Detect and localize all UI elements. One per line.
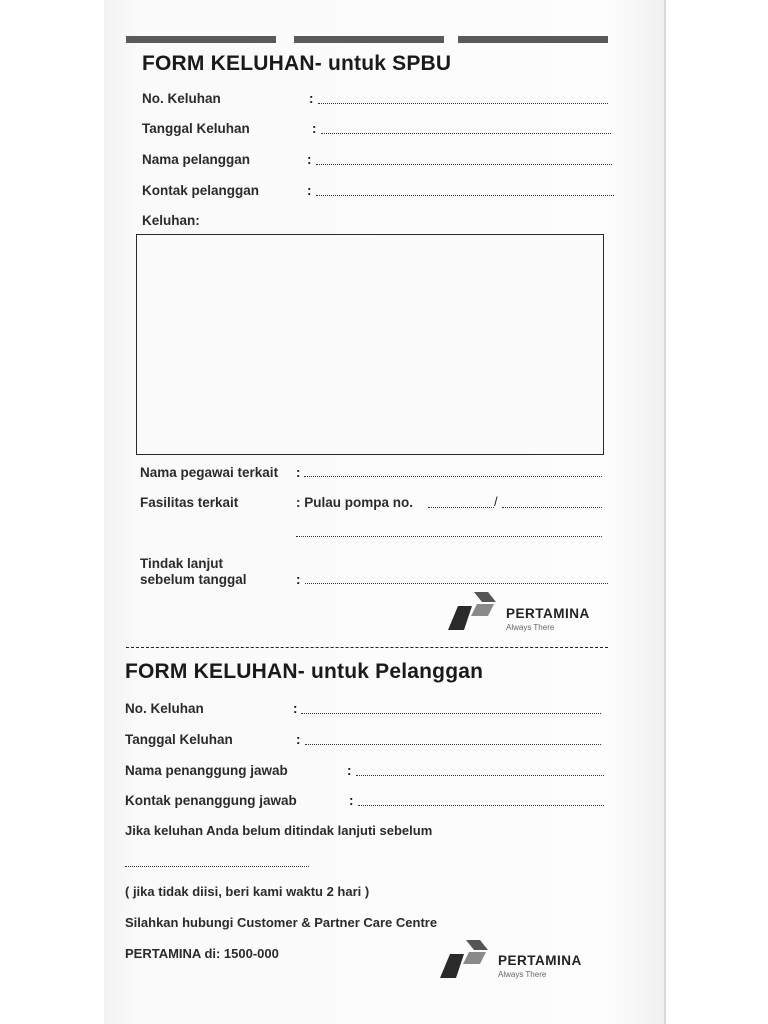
label-no-keluhan: No. Keluhan (125, 701, 204, 716)
colon: : (307, 183, 312, 198)
pertamina-logo (444, 590, 590, 637)
slash: / (494, 494, 498, 509)
label-tindak-lanjut: Tindak lanjut (140, 556, 224, 571)
colon: : (349, 793, 354, 808)
pertamina-emblem-icon (444, 590, 502, 632)
pulau-pompa-field[interactable] (428, 507, 494, 508)
logo-name: PERTAMINA (506, 606, 590, 621)
nama-pelanggan-field[interactable] (316, 164, 612, 165)
label-keluhan: Keluhan: (142, 213, 200, 228)
pelanggan-form-title: FORM KELUHAN- untuk Pelanggan (125, 660, 484, 683)
fasilitas-extra-field[interactable] (296, 536, 602, 537)
label-no-keluhan: No. Keluhan (142, 91, 221, 106)
spbu-form-title: FORM KELUHAN- untuk SPBU (142, 52, 452, 75)
label-fasilitas: Fasilitas terkait (140, 495, 239, 510)
no-keluhan-field[interactable] (318, 103, 608, 104)
keluhan-textbox[interactable] (136, 234, 604, 455)
tanggal-keluhan-field[interactable] (321, 133, 611, 134)
default-wait-note: ( jika tidak diisi, beri kami waktu 2 hari ) (125, 884, 370, 899)
pertamina-emblem-icon (436, 938, 494, 980)
kontak-penanggung-field[interactable] (358, 805, 604, 806)
nama-penanggung-field[interactable] (356, 775, 604, 776)
followup-text: Jika keluhan Anda belum ditindak lanjuti sebelum (125, 823, 433, 838)
label-tanggal-keluhan: Tanggal Keluhan (125, 732, 233, 747)
pertamina-logo (436, 938, 582, 985)
label-tanggal-keluhan: Tanggal Keluhan (142, 121, 250, 136)
header-bar (294, 36, 444, 43)
label-kontak-penanggung: Kontak penanggung jawab (125, 793, 297, 808)
contact-line-2: PERTAMINA di: 1500-000 (125, 946, 279, 961)
colon: : (347, 763, 352, 778)
logo-name: PERTAMINA (498, 953, 582, 968)
tindak-lanjut-field[interactable] (305, 583, 608, 584)
contact-line-1: Silahkan hubungi Customer & Partner Care Centre (125, 915, 438, 930)
colon: : (296, 465, 301, 480)
cut-line (126, 647, 608, 648)
header-bar (458, 36, 608, 43)
logo-tagline: Always There (498, 970, 547, 979)
colon: : (293, 701, 298, 716)
no-keluhan-field[interactable] (301, 713, 601, 714)
colon: : (309, 91, 314, 106)
nama-pegawai-field[interactable] (304, 476, 602, 477)
label-pulau-pompa: : Pulau pompa no. (296, 495, 413, 510)
tanggal-keluhan-field[interactable] (305, 744, 601, 745)
followup-date-field[interactable] (125, 866, 309, 867)
colon: : (296, 732, 301, 747)
label-sebelum-tanggal: sebelum tanggal (140, 572, 247, 587)
logo-tagline: Always There (506, 623, 555, 632)
colon: : (307, 152, 312, 167)
pompa-detail-field[interactable] (502, 507, 602, 508)
kontak-pelanggan-field[interactable] (316, 195, 614, 196)
label-nama-pelanggan: Nama pelanggan (142, 152, 251, 167)
label-nama-penanggung: Nama penanggung jawab (125, 763, 288, 778)
header-bar (126, 36, 276, 43)
colon: : (312, 121, 317, 136)
colon: : (296, 572, 301, 587)
label-nama-pegawai: Nama pegawai terkait (140, 465, 279, 480)
label-kontak-pelanggan: Kontak pelanggan (142, 183, 260, 198)
